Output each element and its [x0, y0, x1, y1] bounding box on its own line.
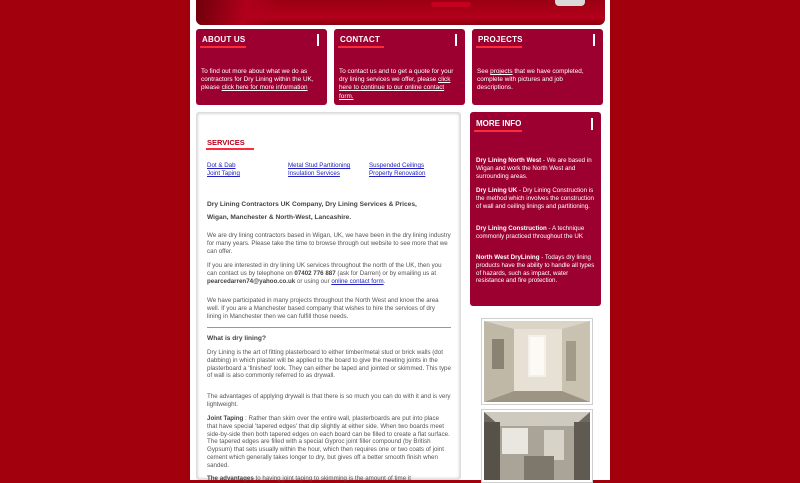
main-content — [196, 112, 461, 480]
advantages-paragraph: The advantages of applying drywall is that there is so much you can do with it and is very lightweight. — [207, 393, 451, 408]
what-is-dry-lining-heading: What is dry lining? — [207, 335, 266, 342]
services-title: SERVICES — [207, 138, 245, 147]
box-divider-icon — [591, 118, 593, 130]
info-item-uk: Dry Lining UK - Dry Lining Construction is the method which involves the construction of wall and ceiling linings and partitioning. — [476, 187, 594, 210]
service-link-property-renovation[interactable]: Property Renovation — [369, 170, 426, 177]
service-link-insulation[interactable]: Insulation Services — [288, 170, 340, 177]
room-photo-image — [484, 321, 590, 402]
advantages-taping-paragraph: The advantages to having joint taping to skimming is the amount of time it — [207, 475, 411, 482]
projects-link[interactable]: projects — [490, 68, 513, 75]
service-link-metal-stud[interactable]: Metal Stud Partitioning — [288, 162, 351, 169]
online-contact-form-link[interactable]: online contact form — [331, 277, 384, 285]
contact-title: CONTACT — [340, 35, 380, 44]
box-divider-icon — [593, 34, 595, 46]
project-photo-1[interactable] — [481, 318, 593, 405]
service-link-suspended-ceilings[interactable]: Suspended Ceilings — [369, 162, 425, 169]
projects-title: PROJECTS — [478, 35, 523, 44]
joint-taping-paragraph: Joint Taping : Rather than skim over the entire wall, plasterboards are put into place that have special 'tapered edges' that dip slightly at either side. When two boards meet side-by-side then both tapered edges on each board can be filled to create a flat surface. The tapered edges are filled with a special Gyproc joint filler compound (by British Gypsum) that sets usually within the hour, which then requires one or two coats of joint cement which generally takes longer to dry, but gives off a better smooth finish when sanded. — [207, 415, 450, 469]
contact-paragraph: If you are interested in dry lining UK services throughout the north of the UK, then you can contact us by telephone on 07402 776 887 (ask for Darren) or by emailing us at pearcedarren74@yahoo.co.uk or using our online contact form. — [207, 262, 442, 285]
info-item-construction: Dry Lining Construction - A technique commonly practiced throughout the UK — [476, 225, 585, 240]
box-divider-icon — [455, 34, 457, 46]
info-item-drylining: North West DryLining - Todays dry lining products have the ability to handle all types of hazards, such as impact, water resistance and fire protection. — [476, 254, 595, 285]
projects-paragraph: We have participated in many projects throughout the North West and know the area well. If you are a Manchester based company that wishes to hire the services of dry lining in Manchester then we can fulfill those needs. — [207, 297, 439, 320]
phone-number: 07402 776 887 — [294, 269, 336, 277]
main-heading-line1: Dry Lining Contractors UK Company, Dry Lining Services & Prices, — [207, 201, 417, 208]
box-divider-icon — [317, 34, 319, 46]
about-us-title: ABOUT US — [202, 35, 246, 44]
service-link-dot-dab[interactable]: Dot & Dab — [207, 162, 236, 169]
email-address: pearcedarren74@yahoo.co.uk — [207, 277, 296, 285]
contact-box — [334, 29, 465, 105]
room-photo-image — [484, 412, 590, 480]
service-link-joint-taping[interactable]: Joint Taping — [207, 170, 240, 177]
projects-text: See projects that we have completed, complete with pictures and job descriptions. — [477, 68, 584, 92]
info-item-north-west: Dry Lining North West - We are based in Wigan and work the North West and surrounding areas. — [476, 157, 592, 180]
projects-box — [472, 29, 603, 105]
about-us-box — [196, 29, 327, 105]
header-banner — [196, 0, 605, 25]
main-heading-line2: Wigan, Manchester & North-West, Lancashire. — [207, 214, 352, 221]
intro-paragraph: We are dry lining contractors based in Wigan, UK, we have been in the dry lining industry for many years. Please take the time to browse through out website to see more that we can offer. — [207, 232, 451, 255]
about-us-text: To find out more about what we do as contractors for Dry Lining within the UK, please click here for more information — [201, 68, 314, 92]
more-info-title: MORE INFO — [476, 119, 522, 128]
project-photo-2[interactable] — [481, 409, 593, 483]
more-info-box — [470, 112, 601, 306]
about-us-link[interactable]: click here for more information — [221, 84, 308, 92]
contact-link[interactable]: click here to continue to our online contact form. — [339, 76, 451, 100]
divider — [207, 327, 451, 328]
dry-lining-paragraph: Dry Lining is the art of fitting plasterboard to either timber/metal stud or brick walls (dot dabbing) in which plaster will be applied to the board to give the meeting joints in the plasterboard a 'finished' look. They can either be taped and jointed or skimmed. This type of wall is also commonly referred to as drywall. — [207, 349, 451, 380]
contact-text: To contact us and to get a quote for your dry lining services we offer, please click here to continue to our online contact form. — [339, 68, 454, 100]
